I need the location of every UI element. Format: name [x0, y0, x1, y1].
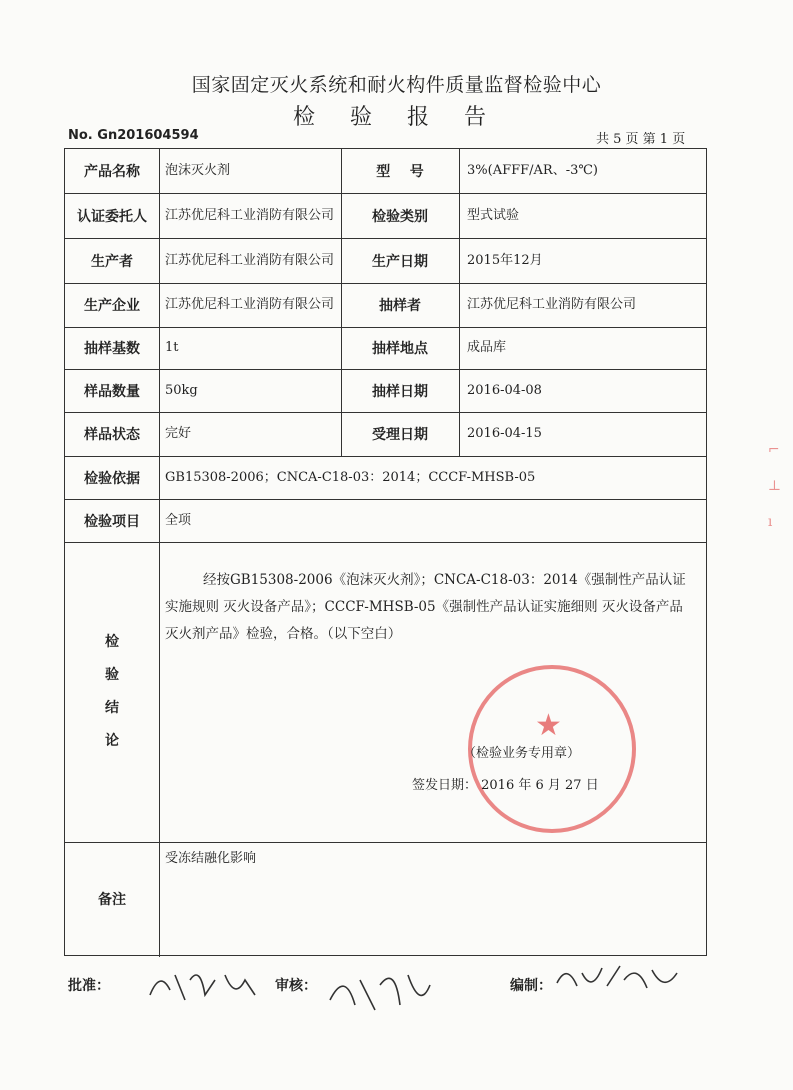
basis-value: GB15308-2006；CNCA-C18-03：2014；CCCF-MHSB-05 — [165, 469, 536, 485]
product-name-label: 产品名称 — [84, 164, 140, 180]
approve-label: 批准： — [68, 978, 110, 994]
sampling-date-value: 2016-04-08 — [467, 382, 542, 398]
sample-base-value: 1t — [165, 340, 179, 355]
compile-label: 编制： — [510, 978, 552, 994]
review-label: 审核： — [275, 978, 317, 994]
model-label: 型 号 — [376, 164, 424, 180]
remarks-value: 受冻结融化影响 — [165, 851, 257, 866]
conclusion-label-char: 验 — [105, 667, 119, 683]
client-label: 认证委托人 — [77, 208, 147, 225]
seal-star-icon: ★ — [535, 708, 562, 743]
sampler-label: 抽样者 — [379, 298, 421, 314]
acceptance-date-value: 2016-04-15 — [467, 426, 542, 441]
manufacturer-value: 江苏优尼科工业消防有限公司 — [165, 297, 335, 312]
client-value: 江苏优尼科工业消防有限公司 — [165, 207, 335, 223]
approver-signature — [140, 960, 270, 1010]
sample-location-label: 抽样地点 — [372, 341, 428, 357]
sampler-value: 江苏优尼科工业消防有限公司 — [467, 297, 637, 312]
sample-qty-label: 样品数量 — [84, 383, 140, 400]
production-date-value: 2015年12月 — [467, 252, 543, 268]
items-label: 检验项目 — [84, 513, 140, 530]
conclusion-text: 经按GB15308-2006《泡沫灭火剂》；CNCA-C18-03：2014《强制性产品认证实施规则 灭火设备产品》；CCCF-MHSB-05《强制性产品认证实施细则 灭火设备产品 灭火剂产品》检验，合格。（以下空白） — [165, 572, 686, 642]
conclusion-label-char: 论 — [105, 733, 119, 749]
conclusion-label-char: 检 — [105, 634, 119, 650]
basis-label: 检验依据 — [84, 470, 140, 487]
production-date-label: 生产日期 — [372, 253, 428, 270]
report-table — [64, 148, 707, 956]
organization-name: 国家固定灭火系统和耐火构件质量监督检验中心 — [191, 74, 602, 96]
sample-base-label: 抽样基数 — [84, 341, 140, 357]
producer-value: 江苏优尼科工业消防有限公司 — [165, 252, 335, 268]
sample-state-value: 完好 — [165, 426, 192, 441]
product-name-value: 泡沫灭火剂 — [165, 163, 231, 178]
conclusion-label — [65, 542, 159, 842]
manufacturer-label: 生产企业 — [84, 298, 140, 314]
model-value: 3%(AFFF/AR、-3℃) — [467, 163, 598, 178]
producer-label: 生产者 — [91, 253, 133, 270]
edge-seal-mark: ⌐ ⊥ ı — [767, 442, 781, 530]
conclusion-label-char: 结 — [105, 700, 119, 716]
reviewer-signature — [320, 960, 440, 1020]
test-type-value: 型式试验 — [467, 207, 520, 223]
report-number: No. Gn201604594 — [68, 128, 199, 143]
sample-location-value: 成品库 — [467, 340, 507, 355]
sample-state-label: 样品状态 — [84, 427, 140, 443]
page-count: 共 5 页 第 1 页 — [596, 132, 686, 147]
sample-qty-value: 50kg — [165, 382, 198, 398]
remarks-label: 备注 — [98, 891, 126, 908]
items-value: 全项 — [165, 512, 192, 528]
report-title: 检 验 报 告 — [293, 105, 500, 130]
seal-note: （检验业务专用章） — [463, 746, 581, 761]
acceptance-date-label: 受理日期 — [372, 427, 428, 443]
sampling-date-label: 抽样日期 — [372, 383, 428, 400]
test-type-label: 检验类别 — [372, 208, 428, 225]
issue-date: 签发日期： 2016 年 6 月 27 日 — [412, 778, 599, 793]
compiler-signature — [552, 958, 682, 998]
